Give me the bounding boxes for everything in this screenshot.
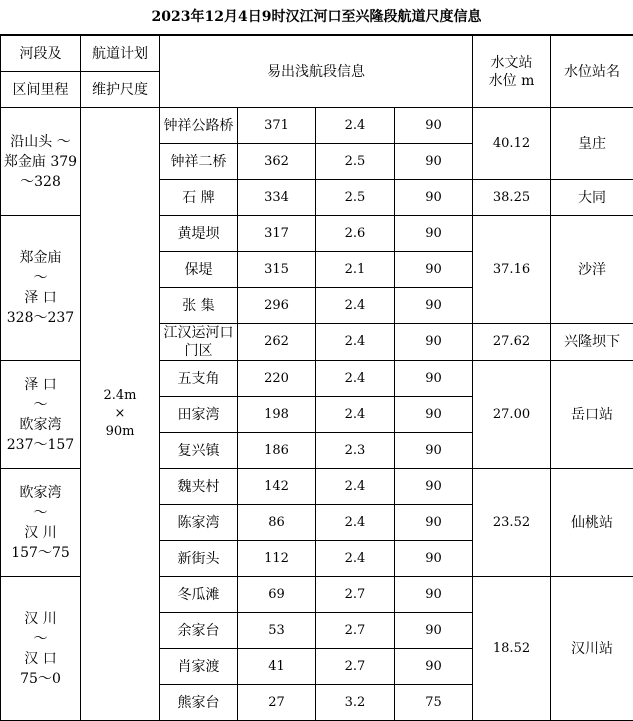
shoal-mileage: 142 [238, 469, 316, 505]
shoal-name: 冬瓜滩 [160, 577, 238, 613]
water-level: 38.25 [473, 180, 551, 216]
shoal-width: 90 [395, 433, 473, 469]
shoal-width: 90 [395, 577, 473, 613]
section-name: 郑金庙 379 [4, 154, 77, 170]
section-name: 汉 川 [24, 611, 56, 627]
section-name: 郑金庙 [20, 250, 62, 266]
shoal-width: 90 [395, 361, 473, 397]
section-name: 汉 川 [24, 525, 56, 541]
shoal-width: 90 [395, 505, 473, 541]
shoal-name: 新街头 [160, 541, 238, 577]
station-name: 大同 [551, 180, 633, 216]
section-name: ～ [34, 397, 48, 413]
shoal-name: 钟祥公路桥 [160, 108, 238, 144]
shoal-width: 90 [395, 613, 473, 649]
shoal-width: 90 [395, 397, 473, 433]
section-name: 欧家湾 [20, 417, 62, 433]
water-level: 27.00 [473, 361, 551, 469]
header-plan: 航道计划 [81, 36, 160, 72]
shoal-depth: 2.4 [316, 324, 395, 361]
section-name: 汉 口 [24, 651, 56, 667]
section-cell [1, 361, 81, 469]
section-name: 泽 口 [24, 290, 56, 306]
water-level: 27.62 [473, 324, 551, 361]
shoal-mileage: 220 [238, 361, 316, 397]
station-name: 仙桃站 [551, 469, 633, 577]
station-name: 皇庄 [551, 108, 633, 180]
maintenance-depth: 2.4m [103, 388, 136, 403]
shoal-name: 五支角 [160, 361, 238, 397]
shoal-depth: 2.7 [316, 649, 395, 685]
section-name: 沿山头 ～ [10, 134, 70, 150]
shoal-depth: 2.4 [316, 505, 395, 541]
shoal-width: 90 [395, 288, 473, 324]
shoal-mileage: 27 [238, 685, 316, 721]
section-name: ～ [34, 505, 48, 521]
water-level: 23.52 [473, 469, 551, 577]
shoal-name: 魏夹村 [160, 469, 238, 505]
shoal-name: 钟祥二桥 [160, 144, 238, 180]
section-cell [1, 216, 81, 361]
shoal-depth: 2.5 [316, 144, 395, 180]
shoal-depth: 2.5 [316, 180, 395, 216]
section-range: 237～157 [7, 437, 74, 453]
shoal-depth: 2.3 [316, 433, 395, 469]
shoal-mileage: 186 [238, 433, 316, 469]
shoal-width: 90 [395, 144, 473, 180]
header-water-level [473, 36, 551, 108]
header-shoal-info: 易出浅航段信息 [160, 36, 473, 108]
section-name: 泽 口 [24, 377, 56, 393]
section-cell [1, 469, 81, 577]
shoal-mileage: 198 [238, 397, 316, 433]
page-title: 2023年12月4日9时汉江河口至兴隆段航道尺度信息 [0, 0, 633, 35]
section-range: 328～237 [7, 310, 74, 326]
section-range: 157～75 [11, 545, 70, 561]
station-name: 兴隆坝下 [551, 324, 633, 361]
shoal-depth: 2.7 [316, 613, 395, 649]
shoal-depth: 2.4 [316, 397, 395, 433]
shoal-depth: 2.4 [316, 288, 395, 324]
shoal-mileage: 86 [238, 505, 316, 541]
shoal-name: 田家湾 [160, 397, 238, 433]
shoal-name: 熊家台 [160, 685, 238, 721]
shoal-name: 余家台 [160, 613, 238, 649]
station-name: 岳口站 [551, 361, 633, 469]
shoal-name: 复兴镇 [160, 433, 238, 469]
shoal-mileage: 317 [238, 216, 316, 252]
shoal-depth: 2.4 [316, 108, 395, 144]
header-water-level-1: 水文站 [491, 55, 533, 71]
water-level: 40.12 [473, 108, 551, 180]
shoal-width: 90 [395, 216, 473, 252]
shoal-depth: 2.7 [316, 577, 395, 613]
header-water-level-2: 水位 m [489, 73, 535, 89]
section-name: ～ [34, 270, 48, 286]
water-level: 18.52 [473, 577, 551, 721]
shoal-name: 江汉运河口门区 [160, 324, 238, 361]
shoal-name: 石 牌 [160, 180, 238, 216]
header-maintenance: 维护尺度 [81, 72, 160, 108]
shoal-depth: 3.2 [316, 685, 395, 721]
shoal-mileage: 262 [238, 324, 316, 361]
shoal-width: 90 [395, 469, 473, 505]
shoal-mileage: 53 [238, 613, 316, 649]
header-station-name: 水位站名 [551, 36, 633, 108]
shoal-name: 黄堤坝 [160, 216, 238, 252]
shoal-name: 肖家渡 [160, 649, 238, 685]
shoal-depth: 2.4 [316, 469, 395, 505]
water-level: 37.16 [473, 216, 551, 324]
shoal-mileage: 334 [238, 180, 316, 216]
shoal-name: 保堤 [160, 252, 238, 288]
shoal-width: 90 [395, 649, 473, 685]
maintenance-times: × [115, 406, 126, 421]
shoal-mileage: 41 [238, 649, 316, 685]
shoal-width: 75 [395, 685, 473, 721]
maintenance-scale-cell [81, 108, 160, 721]
section-name: ～328 [20, 174, 61, 190]
shoal-mileage: 296 [238, 288, 316, 324]
shoal-mileage: 69 [238, 577, 316, 613]
shoal-mileage: 112 [238, 541, 316, 577]
shoal-width: 90 [395, 252, 473, 288]
shoal-depth: 2.1 [316, 252, 395, 288]
section-name: 欧家湾 [20, 485, 62, 501]
section-name: ～ [34, 631, 48, 647]
shoal-depth: 2.4 [316, 541, 395, 577]
shoal-width: 90 [395, 180, 473, 216]
shoal-depth: 2.4 [316, 361, 395, 397]
shoal-mileage: 315 [238, 252, 316, 288]
section-cell [1, 108, 81, 216]
shoal-name: 张 集 [160, 288, 238, 324]
station-name: 沙洋 [551, 216, 633, 324]
shoal-mileage: 362 [238, 144, 316, 180]
header-mileage: 区间里程 [1, 72, 81, 108]
shoal-width: 90 [395, 541, 473, 577]
shoal-width: 90 [395, 108, 473, 144]
section-cell [1, 577, 81, 721]
header-row [1, 36, 633, 72]
header-section: 河段及 [1, 36, 81, 72]
station-name: 汉川站 [551, 577, 633, 721]
channel-table [0, 35, 633, 721]
shoal-depth: 2.6 [316, 216, 395, 252]
shoal-name: 陈家湾 [160, 505, 238, 541]
table-row [1, 108, 633, 144]
section-range: 75～0 [20, 671, 61, 687]
shoal-mileage: 371 [238, 108, 316, 144]
shoal-width: 90 [395, 324, 473, 361]
maintenance-width: 90m [106, 424, 135, 439]
